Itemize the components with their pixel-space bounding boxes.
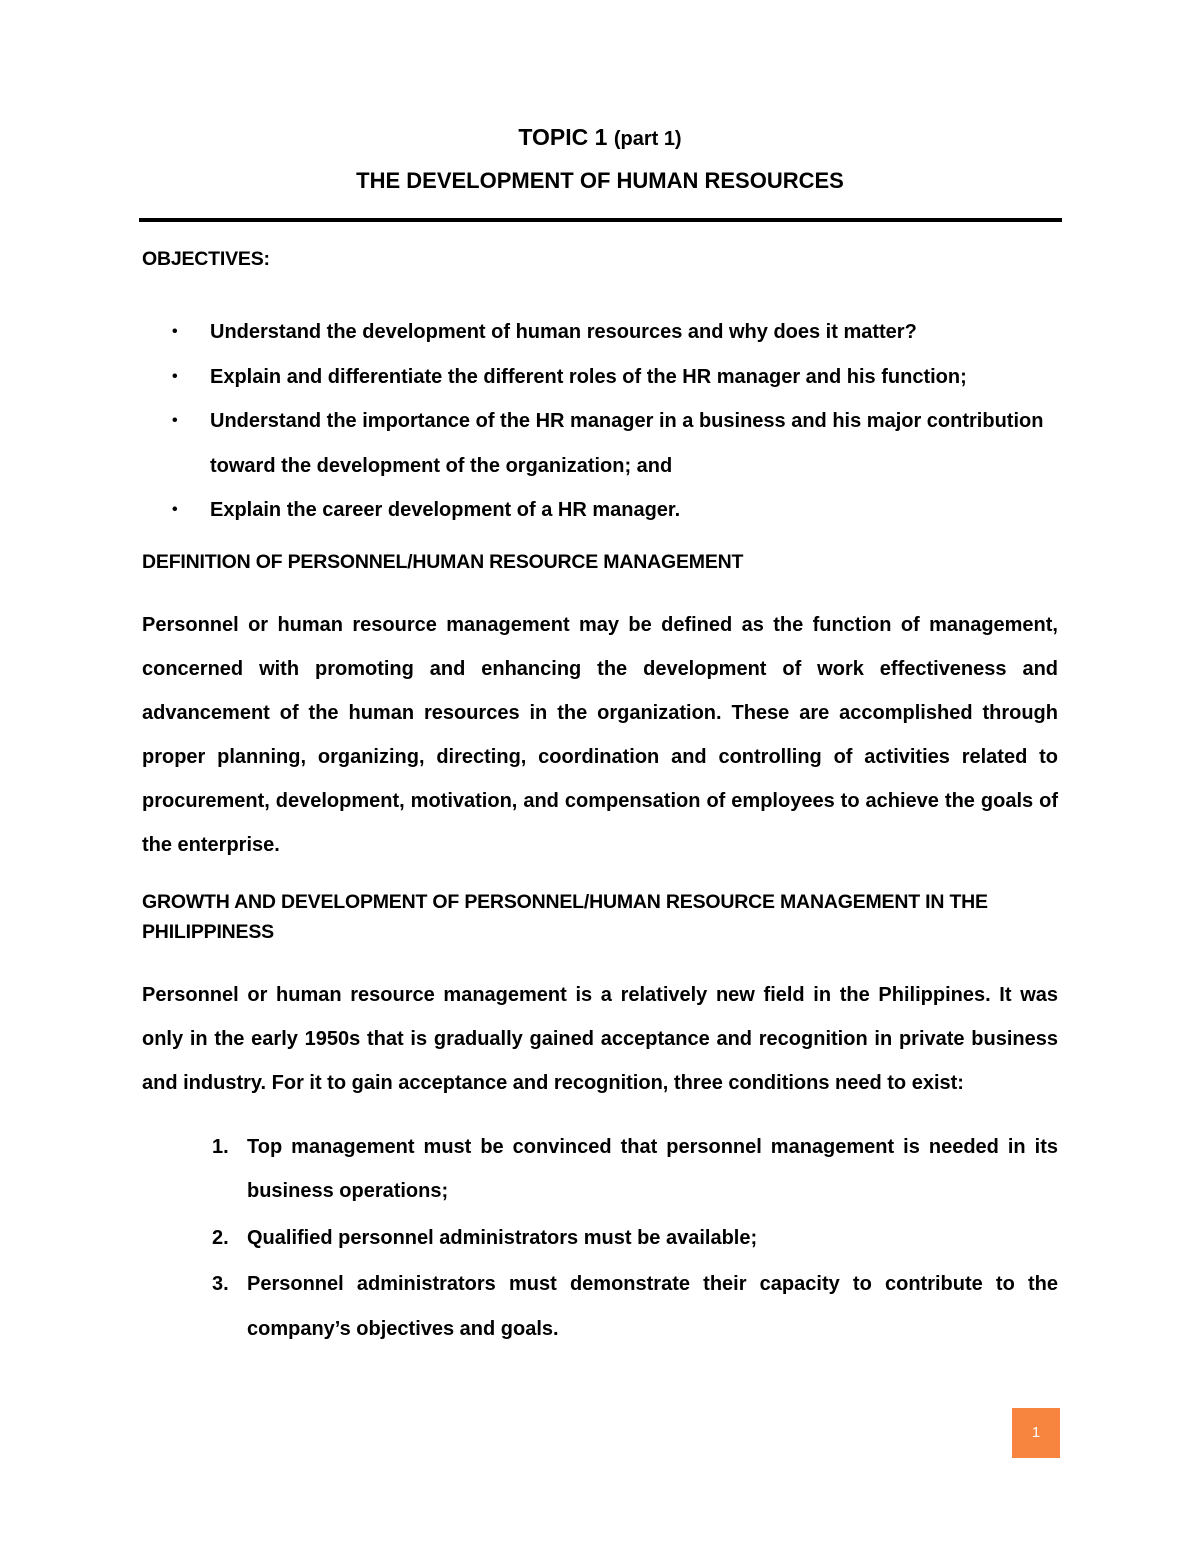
list-item: [142, 488, 1058, 533]
condition-text: Qualified personnel administrators must be available;: [247, 1226, 758, 1249]
topic-part-label: (part 1): [613, 128, 682, 150]
bullet-icon: •: [172, 367, 178, 385]
bullet-icon: •: [172, 412, 178, 429]
list-item: [142, 1262, 1058, 1351]
list-item: [142, 399, 1058, 488]
list-item: [142, 1125, 1058, 1214]
list-number: 2.: [212, 1226, 229, 1249]
list-item: [142, 310, 1058, 355]
growth-heading: GROWTH AND DEVELOPMENT OF PERSONNEL/HUMAN RESOURCE MANAGEMENT IN THE PHILIPPINESS: [142, 890, 988, 943]
objective-text: Understand the importance of the HR manager in a business and his major contribution toward the development of the organization; and: [210, 410, 1044, 477]
page-number-badge: 1: [1012, 1408, 1060, 1458]
objective-text: Understand the development of human resources and why does it matter?: [210, 321, 917, 343]
objectives-heading: OBJECTIVES:: [142, 248, 270, 270]
condition-text: Top management must be convinced that personnel management is needed in its business operations;: [247, 1135, 1058, 1202]
objective-text: Explain and differentiate the different roles of the HR manager and his function;: [210, 365, 967, 388]
title-divider: [139, 218, 1062, 222]
document-body: [142, 244, 1058, 1353]
topic-label: TOPIC 1: [518, 124, 608, 150]
objectives-list: [142, 310, 1058, 533]
bullet-icon: •: [172, 323, 178, 340]
list-item: [142, 355, 1058, 400]
list-item: [142, 1216, 1058, 1261]
list-number: 1.: [212, 1135, 229, 1158]
list-number: 3.: [212, 1273, 229, 1295]
objective-text: Explain the career development of a HR manager.: [210, 499, 681, 521]
page-title: THE DEVELOPMENT OF HUMAN RESOURCES: [356, 168, 844, 193]
conditions-list: [142, 1125, 1058, 1352]
condition-text: Personnel administrators must demonstrate their capacity to contribute to the company’s objectives and goals.: [247, 1273, 1058, 1340]
title-block: [140, 120, 1060, 198]
topic-line: [140, 120, 1060, 154]
definition-heading: DEFINITION OF PERSONNEL/HUMAN RESOURCE MANAGEMENT: [142, 550, 744, 573]
bullet-icon: •: [172, 501, 178, 518]
growth-paragraph: Personnel or human resource management is a relatively new field in the Philippines. It was only in the early 1950s that is gradually gained acceptance and recognition in private business and industry. For it to gain acceptance and recognition, three conditions need to exist:: [142, 983, 1058, 1094]
definition-paragraph: Personnel or human resource management may be defined as the function of management, concerned with promoting and enhancing the development of work effectiveness and advancement of the human resources in the organization. These are accomplished through proper planning, organizing, directing, coordination and controlling of activities related to procurement, development, motivation, and compensation of employees to achieve the goals of the enterprise.: [142, 613, 1058, 856]
